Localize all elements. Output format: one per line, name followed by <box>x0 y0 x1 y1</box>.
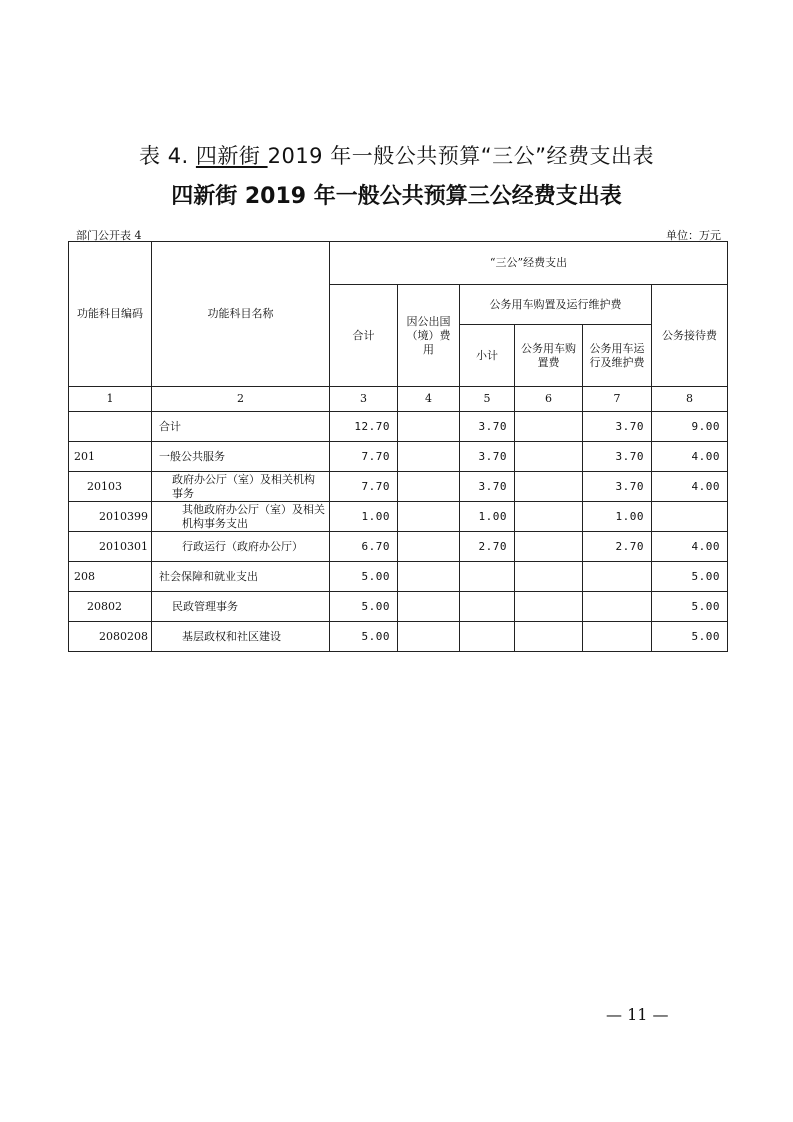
header-reception: 公务接待费 <box>652 285 728 387</box>
column-number: 8 <box>652 387 728 412</box>
row-operation: 3.70 <box>583 412 652 442</box>
row-name: 民政管理事务 <box>152 592 330 622</box>
column-number: 7 <box>583 387 652 412</box>
row-total: 1.00 <box>330 502 398 532</box>
row-total: 5.00 <box>330 622 398 652</box>
row-purchase <box>515 412 583 442</box>
row-code: 2080208 <box>69 622 152 652</box>
row-operation: 2.70 <box>583 532 652 562</box>
row-name: 政府办公厅（室）及相关机构事务 <box>152 472 330 502</box>
row-reception: 5.00 <box>652 622 728 652</box>
row-reception: 4.00 <box>652 442 728 472</box>
row-code <box>69 412 152 442</box>
row-operation <box>583 562 652 592</box>
row-purchase <box>515 442 583 472</box>
row-reception: 9.00 <box>652 412 728 442</box>
column-number: 2 <box>152 387 330 412</box>
column-number: 5 <box>460 387 515 412</box>
row-abroad <box>398 472 460 502</box>
row-total: 5.00 <box>330 592 398 622</box>
row-total: 12.70 <box>330 412 398 442</box>
row-operation <box>583 622 652 652</box>
row-operation: 3.70 <box>583 442 652 472</box>
row-code: 20103 <box>69 472 152 502</box>
header-code: 功能科目编码 <box>69 242 152 387</box>
header-total: 合计 <box>330 285 398 387</box>
row-name: 社会保障和就业支出 <box>152 562 330 592</box>
row-name: 其他政府办公厅（室）及相关机构事务支出 <box>152 502 330 532</box>
table-row <box>69 562 728 592</box>
header-name: 功能科目名称 <box>152 242 330 387</box>
row-code: 208 <box>69 562 152 592</box>
column-number-row <box>69 387 728 412</box>
row-purchase <box>515 592 583 622</box>
heading-org: 四新街 <box>195 144 268 168</box>
unit-label: 单位：万元 <box>666 229 721 242</box>
row-reception: 4.00 <box>652 472 728 502</box>
row-purchase <box>515 532 583 562</box>
row-reception: 5.00 <box>652 562 728 592</box>
row-operation: 1.00 <box>583 502 652 532</box>
page-heading <box>0 140 793 170</box>
row-name: 合计 <box>152 412 330 442</box>
page-number: — 11 — <box>606 1005 669 1024</box>
row-abroad <box>398 562 460 592</box>
expenditure-table <box>68 241 728 652</box>
table-row <box>69 592 728 622</box>
row-code: 20802 <box>69 592 152 622</box>
row-subtotal: 3.70 <box>460 412 515 442</box>
table-row <box>69 532 728 562</box>
row-subtotal <box>460 562 515 592</box>
row-abroad <box>398 532 460 562</box>
table-row <box>69 442 728 472</box>
row-purchase <box>515 472 583 502</box>
row-operation <box>583 592 652 622</box>
row-code: 201 <box>69 442 152 472</box>
row-total: 7.70 <box>330 472 398 502</box>
table-row <box>69 622 728 652</box>
row-code: 2010399 <box>69 502 152 532</box>
header-subtotal: 小计 <box>460 325 515 387</box>
heading-prefix: 表 4. <box>139 144 196 168</box>
row-subtotal <box>460 622 515 652</box>
row-total: 7.70 <box>330 442 398 472</box>
row-subtotal: 3.70 <box>460 472 515 502</box>
row-abroad <box>398 592 460 622</box>
row-reception: 4.00 <box>652 532 728 562</box>
table-row <box>69 412 728 442</box>
row-operation: 3.70 <box>583 472 652 502</box>
table-meta <box>76 227 721 241</box>
row-abroad <box>398 622 460 652</box>
header-purchase: 公务用车购置费 <box>515 325 583 387</box>
column-number: 1 <box>69 387 152 412</box>
table-row <box>69 472 728 502</box>
row-subtotal: 2.70 <box>460 532 515 562</box>
header-abroad: 因公出国（境）费用 <box>398 285 460 387</box>
row-subtotal: 3.70 <box>460 442 515 472</box>
row-abroad <box>398 442 460 472</box>
row-subtotal: 1.00 <box>460 502 515 532</box>
row-name: 一般公共服务 <box>152 442 330 472</box>
table-number: 部门公开表 4 <box>76 229 142 242</box>
row-purchase <box>515 622 583 652</box>
column-number: 4 <box>398 387 460 412</box>
row-purchase <box>515 502 583 532</box>
row-name: 行政运行（政府办公厅） <box>152 532 330 562</box>
table-title: 四新街 2019 年一般公共预算三公经费支出表 <box>171 184 622 209</box>
header-operation: 公务用车运行及维护费 <box>583 325 652 387</box>
table-row <box>69 502 728 532</box>
row-reception <box>652 502 728 532</box>
row-purchase <box>515 562 583 592</box>
row-abroad <box>398 502 460 532</box>
header-group: “三公”经费支出 <box>330 242 728 285</box>
column-number: 3 <box>330 387 398 412</box>
row-reception: 5.00 <box>652 592 728 622</box>
row-total: 5.00 <box>330 562 398 592</box>
row-code: 2010301 <box>69 532 152 562</box>
row-total: 6.70 <box>330 532 398 562</box>
row-abroad <box>398 412 460 442</box>
header-vehicle-group: 公务用车购置及运行维护费 <box>460 285 652 325</box>
heading-suffix: 2019 年一般公共预算“三公”经费支出表 <box>267 144 654 168</box>
row-subtotal <box>460 592 515 622</box>
row-name: 基层政权和社区建设 <box>152 622 330 652</box>
column-number: 6 <box>515 387 583 412</box>
